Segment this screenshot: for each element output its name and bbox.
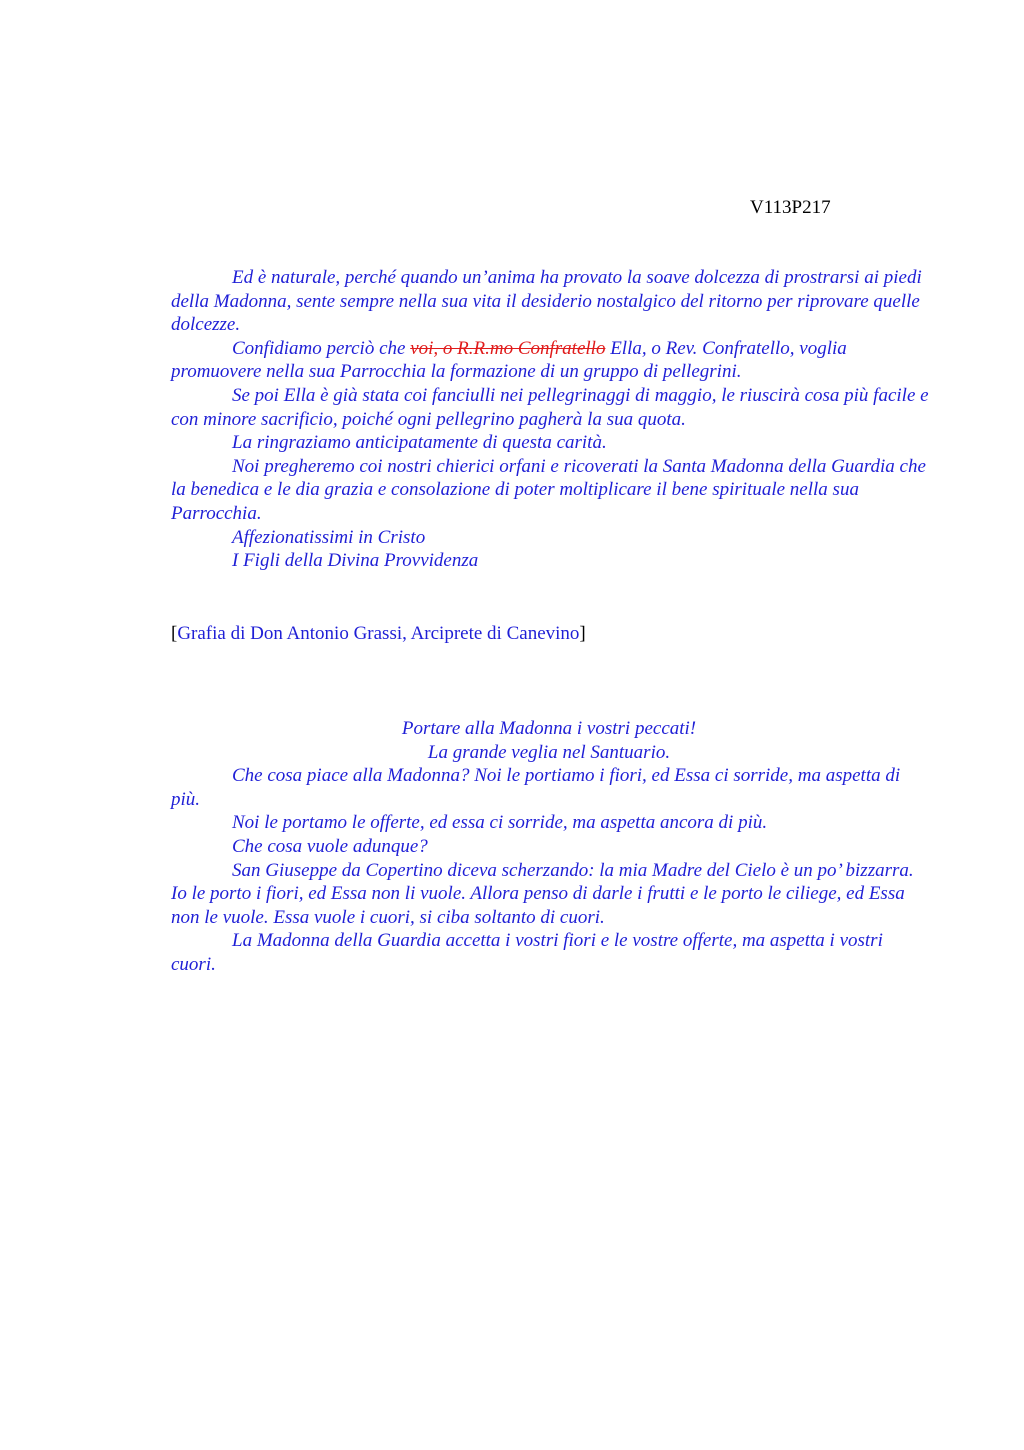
article-subtitle: La grande veglia nel Santuario.: [427, 741, 671, 763]
signature-line: I Figli della Divina Provvidenza: [232, 550, 479, 572]
paragraph: San Giuseppe da Copertino diceva scherzando: la mia Madre del Cielo è un po’ bizzarra. Io le porto i fiori, ed Essa non li vuole. Allora penso di darle i frutti e le porto le ciliege, ed Essa non le vuole. Essa vuole i cuori, si ciba soltanto di cuori.: [171, 859, 914, 928]
note-line: [171, 622, 931, 646]
paragraph: Ed è naturale, perché quando un’anima ha provato la soave dolcezza di prostrarsi ai piedi della Madonna, sente sempre nella sua vita il desiderio nostalgico del ritorno per riprovare quelle dolcezze.: [171, 267, 922, 336]
paragraph: Se poi Ella è già stata coi fanciulli nei pellegrinaggi di maggio, le riuscirà cosa più facile e con minore sacrificio, poiché ogni pellegrino pagherà la sua quota.: [171, 384, 929, 430]
paragraph-text: Confidiamo perciò che: [232, 337, 411, 359]
closing-salutation: Affezionatissimi in Cristo: [232, 526, 426, 548]
paragraph-with-correction: [171, 337, 931, 384]
paragraph: Che cosa vuole adunque?: [232, 835, 428, 857]
page-code: V113P217: [750, 197, 831, 218]
paragraph: La Madonna della Guardia accetta i vostri fiori e le vostre offerte, ma aspetta i vostri cuori.: [171, 930, 883, 975]
editorial-note: [171, 622, 931, 646]
struck-through-text: voi, o R.R.mo Confratello: [410, 337, 606, 359]
paragraph-text: Ella, o Rev. Confratello, voglia promuovere nella sua Parrocchia la formazione di un gruppo di pellegrini.: [171, 337, 847, 383]
close-bracket: ]: [579, 623, 586, 644]
article-title: Portare alla Madonna i vostri peccati!: [401, 718, 697, 739]
paragraph: Che cosa piace alla Madonna? Noi le portiamo i fiori, ed Essa ci sorride, ma aspetta di più.: [171, 765, 901, 810]
paragraph: Noi pregheremo coi nostri chierici orfani e ricoverati la Santa Madonna della Guardia che la benedica e le dia grazia e consolazione di poter moltiplicare il bene spirituale nella sua Parrocchia.: [171, 455, 926, 524]
open-bracket: [: [171, 623, 178, 644]
paragraph: Noi le portamo le offerte, ed essa ci sorride, ma aspetta ancora di più.: [232, 812, 768, 834]
paragraph: La ringraziamo anticipatamente di questa carità.: [232, 432, 607, 454]
article-text: [171, 717, 931, 977]
note-text: Grafia di Don Antonio Grassi, Arciprete di Canevino: [177, 623, 580, 644]
letter-text: [171, 266, 931, 573]
